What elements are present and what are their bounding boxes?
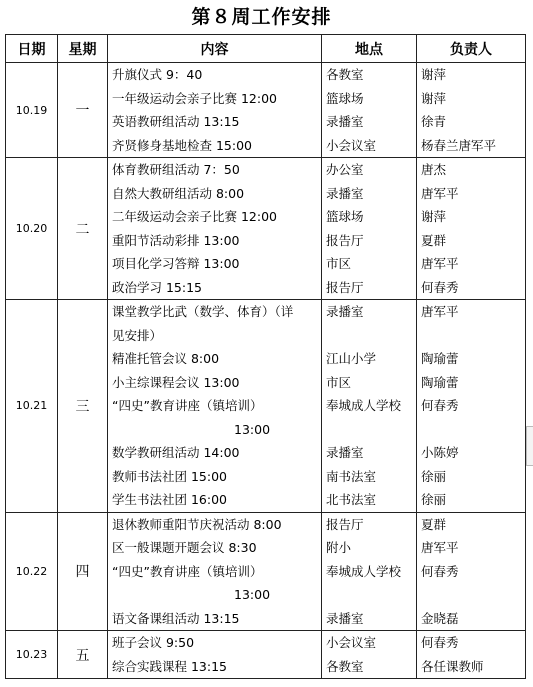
location-line — [322, 324, 416, 348]
location-line: 江山小学 — [326, 351, 377, 366]
content-line: 教师书法社团 15:00 — [112, 468, 227, 484]
header-row — [6, 35, 526, 63]
day-row — [6, 631, 526, 679]
person-line: 金晓磊 — [421, 610, 459, 626]
person-line: 唐军平 — [421, 540, 459, 555]
content-line: 英语教研组活动 13:15 — [112, 114, 240, 129]
person-line — [417, 583, 525, 607]
location-line: 各教室 — [326, 67, 364, 82]
content-line: 小主综课程会议 13:00 — [112, 374, 240, 390]
location-cell — [322, 63, 417, 158]
person-cell — [417, 158, 526, 300]
location-line: 小会议室 — [326, 137, 377, 153]
person-line — [417, 324, 525, 348]
person-line: 唐杰 — [421, 162, 447, 177]
content-line: 体育教研组活动 7：50 — [112, 162, 240, 177]
weekday-cell: 五 — [58, 631, 108, 679]
person-line: 何春秀 — [421, 563, 459, 579]
location-line: 报告厅 — [326, 279, 364, 295]
location-line: 录播室 — [326, 114, 364, 129]
person-line: 何春秀 — [421, 635, 459, 650]
weekday-cell: 二 — [58, 158, 108, 300]
day-row — [6, 512, 526, 631]
weekday-cell: 四 — [58, 512, 108, 631]
content-cell — [108, 631, 322, 679]
content-cell — [108, 300, 322, 513]
location-line: 市区 — [326, 374, 352, 390]
header-person: 负责人 — [417, 35, 526, 63]
content-cell — [108, 512, 322, 631]
location-line: 北书法室 — [326, 492, 377, 507]
content-line: 一年级运动会亲子比赛 12:00 — [112, 90, 277, 106]
content-line: 齐贤修身基地检查 15:00 — [112, 137, 252, 153]
person-line: 小陈婷 — [421, 445, 459, 460]
page-title: 第８周工作安排 — [191, 6, 332, 28]
person-line: 夏群 — [421, 516, 447, 532]
content-line: 综合实践课程 13:15 — [112, 658, 227, 674]
location-line: 小会议室 — [326, 635, 377, 650]
location-line: 报告厅 — [326, 516, 364, 532]
content-line: 课堂教学比武（数学、体育）（详 — [112, 304, 294, 319]
location-line: 办公室 — [326, 162, 364, 177]
person-line: 唐军平 — [421, 304, 459, 319]
person-line: 谢萍 — [421, 67, 447, 82]
person-line: 夏群 — [421, 232, 447, 248]
content-line: 13:00 — [234, 587, 271, 602]
person-line: 谢萍 — [421, 90, 447, 106]
header-content: 内容 — [108, 35, 322, 63]
location-cell — [322, 512, 417, 631]
content-line: 见安排） — [112, 327, 163, 343]
content-line: “四史”教育讲座（镇培训） — [112, 563, 263, 579]
date-cell: 10.19 — [6, 63, 58, 158]
person-cell — [417, 512, 526, 631]
person-line: 徐丽 — [421, 492, 447, 507]
location-line: 奉城成人学校 — [326, 563, 402, 579]
content-cell — [108, 158, 322, 300]
date-cell: 10.20 — [6, 158, 58, 300]
person-line: 唐军平 — [421, 185, 459, 201]
location-cell — [322, 300, 417, 513]
content-line: 退休教师重阳节庆祝活动 8:00 — [112, 516, 282, 532]
side-scroll-handle[interactable] — [526, 426, 533, 466]
content-line: 重阳节活动彩排 13:00 — [112, 232, 240, 248]
day-row — [6, 158, 526, 300]
person-line: 徐丽 — [421, 468, 447, 484]
location-line: 录播室 — [326, 185, 364, 201]
content-line: 项目化学习答辩 13:00 — [112, 256, 240, 271]
content-line: 升旗仪式 9：40 — [112, 67, 203, 82]
date-cell: 10.22 — [6, 512, 58, 631]
header-location: 地点 — [322, 35, 417, 63]
person-line: 杨春兰唐军平 — [421, 137, 497, 153]
person-cell — [417, 63, 526, 158]
person-line: 唐军平 — [421, 256, 459, 271]
content-line: 政治学习 15:15 — [112, 279, 202, 295]
content-line: 语文备课组活动 13:15 — [112, 610, 240, 626]
location-line: 市区 — [326, 256, 352, 271]
content-line: 数学教研组活动 14:00 — [112, 445, 240, 460]
date-cell: 10.23 — [6, 631, 58, 679]
content-line: 自然大教研组活动 8:00 — [112, 185, 245, 201]
person-line: 徐青 — [421, 114, 447, 129]
location-line: 奉城成人学校 — [326, 398, 402, 413]
weekday-cell: 一 — [58, 63, 108, 158]
location-cell — [322, 631, 417, 679]
location-line: 录播室 — [326, 304, 364, 319]
day-row — [6, 300, 526, 513]
person-line — [417, 418, 525, 442]
location-line — [322, 583, 416, 607]
location-line: 各教室 — [326, 658, 364, 674]
location-line: 篮球场 — [326, 209, 364, 224]
schedule-table — [5, 34, 526, 679]
weekday-cell: 三 — [58, 300, 108, 513]
location-line: 附小 — [326, 540, 352, 555]
content-line: 区一般课题开题会议 8:30 — [112, 540, 257, 555]
person-cell — [417, 631, 526, 679]
location-cell — [322, 158, 417, 300]
date-cell: 10.21 — [6, 300, 58, 513]
location-line: 录播室 — [326, 445, 364, 460]
header-date: 日期 — [6, 35, 58, 63]
person-line: 陶瑜蕾 — [421, 374, 459, 390]
day-row — [6, 63, 526, 158]
content-line: “四史”教育讲座（镇培训） — [112, 398, 263, 413]
person-line: 何春秀 — [421, 279, 459, 295]
header-weekday: 星期 — [58, 35, 108, 63]
content-cell — [108, 63, 322, 158]
content-line: 精准托管会议 8:00 — [112, 351, 220, 366]
person-line: 陶瑜蕾 — [421, 351, 459, 366]
location-line: 报告厅 — [326, 232, 364, 248]
location-line: 篮球场 — [326, 90, 364, 106]
person-line: 何春秀 — [421, 398, 459, 413]
location-line — [322, 418, 416, 442]
content-line: 班子会议 9:50 — [112, 635, 195, 650]
content-line: 二年级运动会亲子比赛 12:00 — [112, 209, 277, 224]
location-line: 南书法室 — [326, 468, 377, 484]
person-line: 谢萍 — [421, 209, 447, 224]
person-cell — [417, 300, 526, 513]
person-line: 各任课教师 — [421, 658, 484, 674]
content-line: 13:00 — [234, 421, 271, 437]
location-line: 录播室 — [326, 610, 364, 626]
content-line: 学生书法社团 16:00 — [112, 492, 227, 507]
